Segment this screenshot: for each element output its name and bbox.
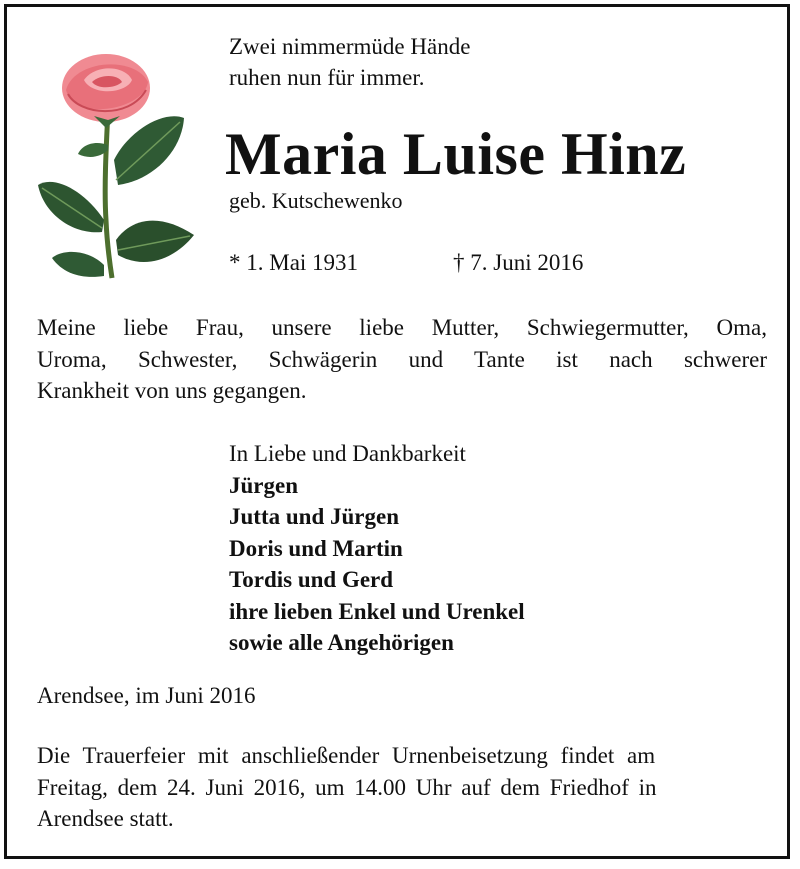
intro-paragraph	[37, 312, 767, 407]
service-line: Freitag, dem 24. Juni 2016, um 14.00 Uhr auf dem Friedhof in	[37, 774, 657, 800]
mourner-name: sowie alle Angehörigen	[229, 630, 454, 655]
service-paragraph	[37, 740, 767, 835]
place-date: Arendsee, im Juni 2016	[37, 683, 256, 708]
intro-line: Meine liebe Frau, unsere liebe Mutter, Schwiegermutter, Oma,	[37, 315, 767, 340]
mourner-name: Tordis und Gerd	[229, 567, 394, 592]
mourner-name: ihre lieben Enkel und Urenkel	[229, 598, 525, 624]
mourner-name: Jürgen	[229, 472, 298, 498]
rose-icon	[34, 50, 194, 280]
birth-date: * 1. Mai 1931	[229, 250, 359, 275]
maiden-name: geb. Kutschewenko	[229, 188, 403, 213]
mourner-name: Jutta und Jürgen	[229, 504, 399, 529]
mourner-name: Doris und Martin	[229, 535, 403, 561]
death-date: † 7. Juni 2016	[453, 250, 584, 275]
service-line: Die Trauerfeier mit anschließender Urnenbeisetzung findet am	[37, 743, 656, 768]
signoff	[229, 438, 525, 659]
deceased-name: Maria Luise Hinz	[225, 121, 687, 187]
signoff-heading: In Liebe und Dankbarkeit	[229, 441, 466, 466]
intro-line: Krankheit von uns gegangen.	[37, 378, 307, 403]
service-line: Arendsee statt.	[37, 806, 174, 831]
verse	[229, 31, 470, 93]
verse-line: ruhen nun für immer.	[229, 65, 425, 90]
verse-line: Zwei nimmermüde Hände	[229, 34, 471, 59]
intro-line: Uroma, Schwester, Schwägerin und Tante ist nach schwerer	[37, 346, 767, 372]
